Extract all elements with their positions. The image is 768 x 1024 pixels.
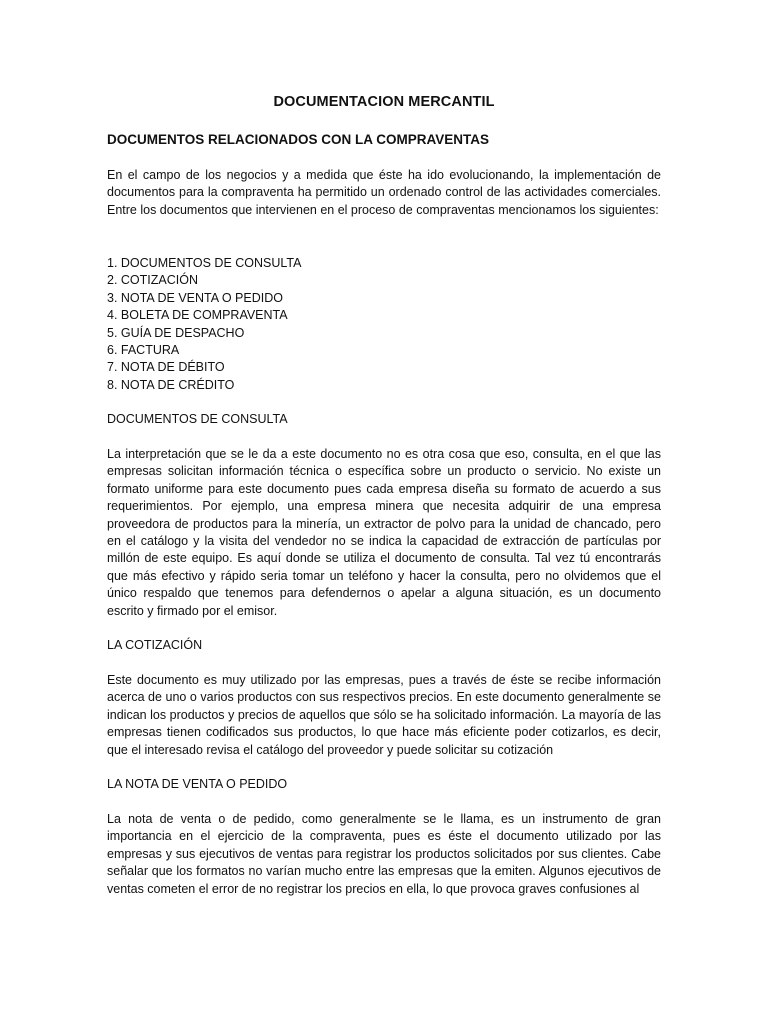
document-title: DOCUMENTACION MERCANTIL	[273, 94, 495, 110]
section-text: La interpretación que se le da a este documento no es otra cosa que eso, consulta, en el que las empresas solicitan información técnica o específica sobre un producto o servicio. No existe un formato uniforme para este documento pues cada empresa diseña su formato de acuerdo a sus requerimientos. Por ejemplo, una empresa minera que necesita adquirir de una empresa proveedora de productos para la minería, un extractor de polvo para la unidad de chancado, pero en el catálogo y la visita del vendedor no se indica la capacidad de extracción de partículas por millón de este equipo. Es aquí donde se utiliza el documento de consulta. Tal vez tú encontrarás que más efectivo y rápido seria tomar un teléfono y hacer la consulta, pero no olvidemos que el único respaldo que tenemos para defendernos o apelar a alguna situación, es un documento escrito y firmado por el emisor.	[107, 447, 661, 618]
list-item: 4. BOLETA DE COMPRAVENTA	[107, 308, 288, 323]
list-item: 3. NOTA DE VENTA O PEDIDO	[107, 290, 283, 305]
document-list	[107, 255, 661, 394]
main-heading: DOCUMENTOS RELACIONADOS CON LA COMPRAVENTAS	[107, 132, 490, 147]
section-body-consulta	[107, 446, 661, 620]
intro-text: En el campo de los negocios y a medida que éste ha ido evolucionando, la implementación de documentos para la compraventa ha permitido un ordenado control de las actividades comerciales. Entre los documentos que intervienen en el proceso de compraventas mencionamos los siguientes:	[107, 168, 661, 217]
list-item: 1. DOCUMENTOS DE CONSULTA	[107, 256, 302, 270]
intro-paragraph	[107, 167, 661, 219]
section-body-nota-venta	[107, 811, 661, 898]
section-heading-consulta: DOCUMENTOS DE CONSULTA	[107, 412, 288, 426]
list-item: 7. NOTA DE DÉBITO	[107, 360, 225, 375]
section-text: La nota de venta o de pedido, como generalmente se le llama, es un instrumento de gran importancia en el ejercicio de la compraventa, pues es éste el documento utilizado por las empresas y sus ejecutivos de ventas para registrar los productos solicitados por sus clientes. Cabe señalar que los formatos no varían mucho entre las empresas que la emiten. Algunos ejecutivos de ventas cometen el error de no registrar los precios en ella, lo que provoca graves confusiones al	[107, 812, 661, 896]
list-item: 2. COTIZACIÓN	[107, 273, 198, 288]
section-heading-nota-venta: LA NOTA DE VENTA O PEDIDO	[107, 777, 288, 791]
list-item: 8. NOTA DE CRÉDITO	[107, 377, 235, 392]
list-item: 5. GUÍA DE DESPACHO	[107, 325, 245, 340]
section-body-cotizacion	[107, 672, 661, 759]
section-heading-cotizacion: LA COTIZACIÓN	[107, 638, 203, 652]
section-text: Este documento es muy utilizado por las empresas, pues a través de éste se recibe información acerca de uno o varios productos con sus respectivos precios. En este documento generalmente se indican los productos y precios de aquellos que sólo se ha solicitado información. La mayoría de las empresas tienen codificados sus productos, lo que hace más eficiente poder cotizarlos, es decir, que el interesado revisa el catálogo del proveedor y puede solicitar su cotización	[107, 673, 661, 757]
list-item: 6. FACTURA	[107, 342, 180, 357]
